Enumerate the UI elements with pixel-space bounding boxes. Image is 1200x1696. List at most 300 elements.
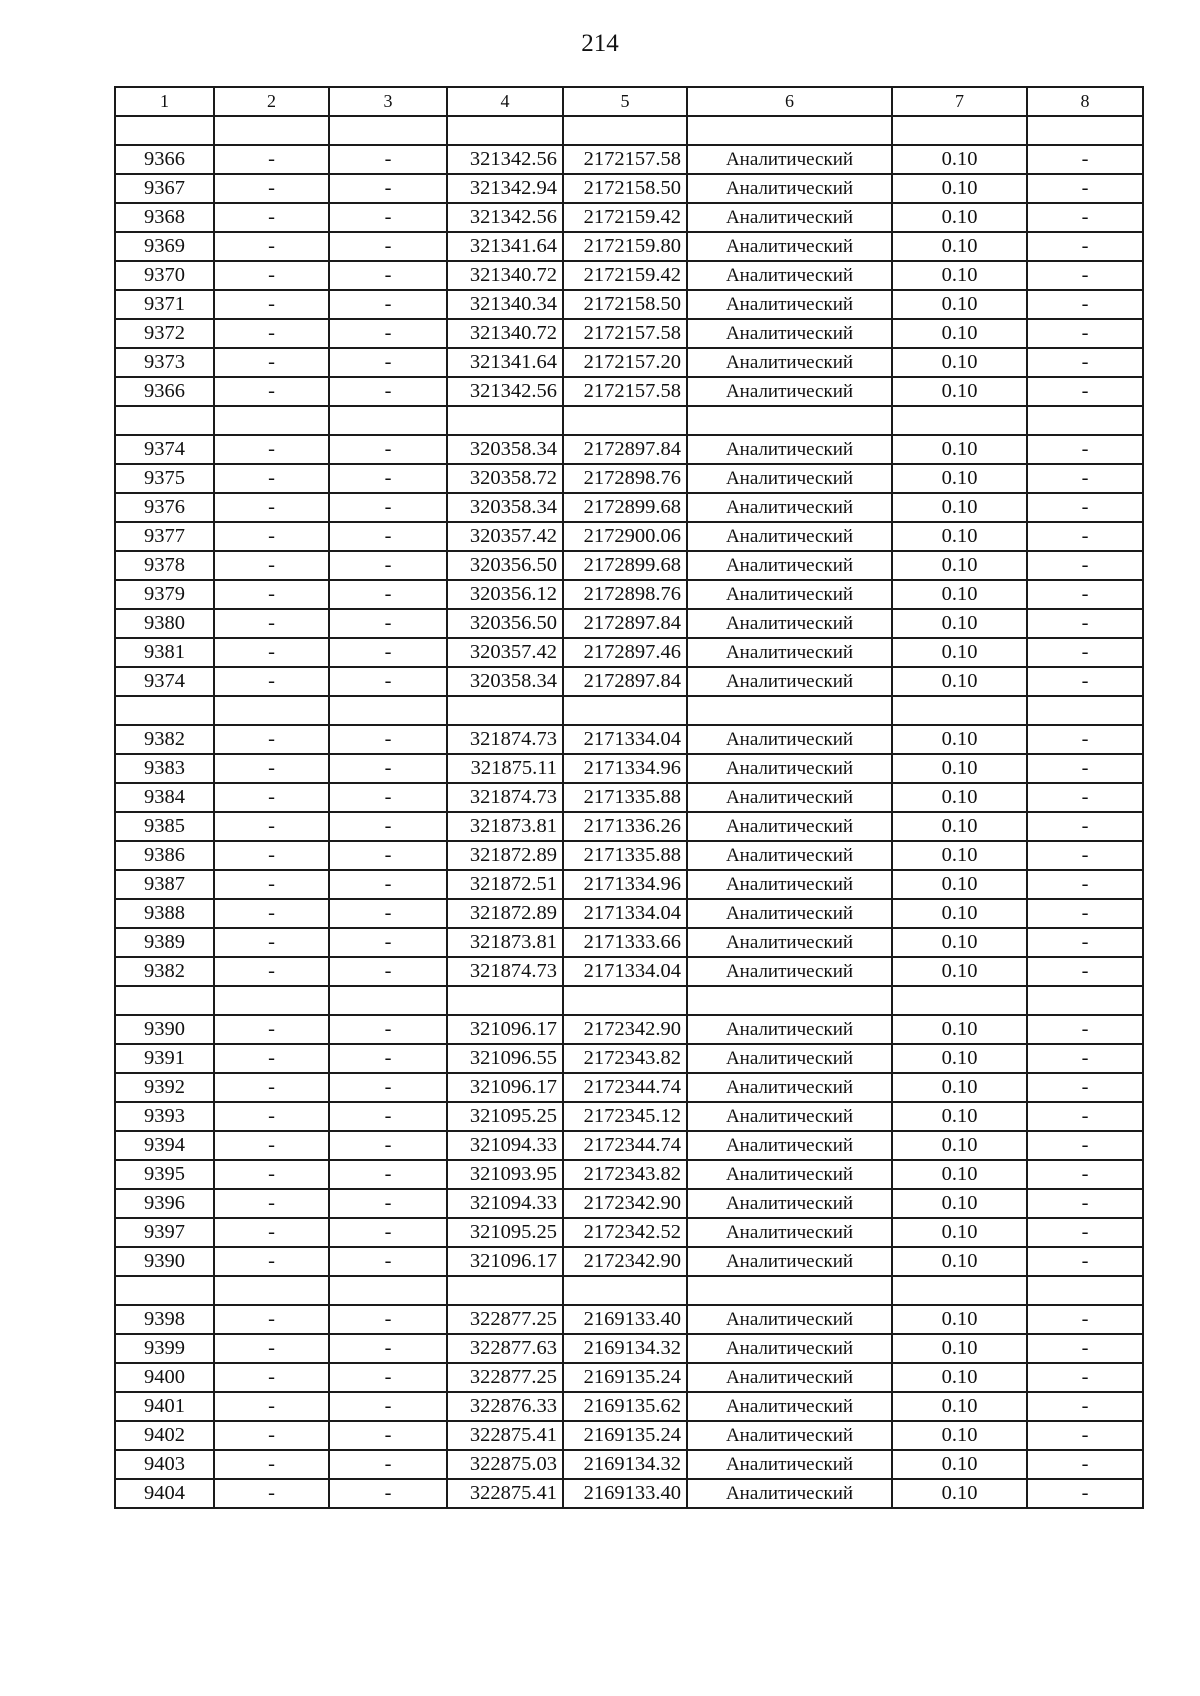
column-3-cell: -: [329, 638, 447, 667]
y-coordinate-cell: 2172342.90: [563, 1247, 687, 1276]
accuracy-cell: 0.10: [892, 1421, 1027, 1450]
column-2-cell: -: [214, 580, 329, 609]
column-8-cell: -: [1027, 1392, 1143, 1421]
accuracy-cell: 0.10: [892, 1044, 1027, 1073]
accuracy-cell: 0.10: [892, 493, 1027, 522]
table-row: [115, 1450, 1143, 1479]
method-cell: Аналитический: [687, 1479, 892, 1508]
column-2-cell: -: [214, 348, 329, 377]
column-8-cell: -: [1027, 1015, 1143, 1044]
method-cell: Аналитический: [687, 725, 892, 754]
column-header: 3: [329, 87, 447, 116]
table-row: [115, 1044, 1143, 1073]
table-row: [115, 290, 1143, 319]
column-2-cell: -: [214, 1479, 329, 1508]
table-row: [115, 1131, 1143, 1160]
accuracy-cell: 0.10: [892, 638, 1027, 667]
point-number-cell: 9393: [115, 1102, 214, 1131]
point-number-cell: 9367: [115, 174, 214, 203]
accuracy-cell: 0.10: [892, 841, 1027, 870]
accuracy-cell: 0.10: [892, 435, 1027, 464]
column-2-cell: -: [214, 290, 329, 319]
point-number-cell: 9391: [115, 1044, 214, 1073]
column-2-cell: -: [214, 609, 329, 638]
column-3-cell: -: [329, 435, 447, 464]
column-2-cell: -: [214, 667, 329, 696]
table-row: [115, 725, 1143, 754]
y-coordinate-cell: 2172157.58: [563, 145, 687, 174]
column-3-cell: -: [329, 203, 447, 232]
table-row: [115, 870, 1143, 899]
column-8-cell: -: [1027, 232, 1143, 261]
accuracy-cell: 0.10: [892, 145, 1027, 174]
blank-separator-row: [115, 1276, 1143, 1305]
method-cell: Аналитический: [687, 145, 892, 174]
column-3-cell: -: [329, 841, 447, 870]
accuracy-cell: 0.10: [892, 174, 1027, 203]
y-coordinate-cell: 2169134.32: [563, 1450, 687, 1479]
y-coordinate-cell: 2172345.12: [563, 1102, 687, 1131]
y-coordinate-cell: 2171334.96: [563, 870, 687, 899]
point-number-cell: 9385: [115, 812, 214, 841]
column-2-cell: -: [214, 319, 329, 348]
x-coordinate-cell: 321095.25: [447, 1102, 563, 1131]
blank-cell: [563, 406, 687, 435]
column-8-cell: -: [1027, 1363, 1143, 1392]
blank-cell: [892, 696, 1027, 725]
column-3-cell: -: [329, 290, 447, 319]
accuracy-cell: 0.10: [892, 1363, 1027, 1392]
method-cell: Аналитический: [687, 1102, 892, 1131]
point-number-cell: 9366: [115, 145, 214, 174]
column-8-cell: -: [1027, 754, 1143, 783]
column-3-cell: -: [329, 319, 447, 348]
y-coordinate-cell: 2172159.80: [563, 232, 687, 261]
accuracy-cell: 0.10: [892, 928, 1027, 957]
method-cell: Аналитический: [687, 638, 892, 667]
x-coordinate-cell: 320356.50: [447, 551, 563, 580]
column-header: 5: [563, 87, 687, 116]
method-cell: Аналитический: [687, 377, 892, 406]
accuracy-cell: 0.10: [892, 1247, 1027, 1276]
x-coordinate-cell: 322877.25: [447, 1363, 563, 1392]
accuracy-cell: 0.10: [892, 551, 1027, 580]
x-coordinate-cell: 320358.72: [447, 464, 563, 493]
column-3-cell: -: [329, 348, 447, 377]
point-number-cell: 9381: [115, 638, 214, 667]
blank-cell: [563, 1276, 687, 1305]
blank-separator-row: [115, 406, 1143, 435]
table-row: [115, 319, 1143, 348]
column-8-cell: -: [1027, 1450, 1143, 1479]
column-2-cell: -: [214, 232, 329, 261]
column-3-cell: -: [329, 232, 447, 261]
table-row: [115, 1189, 1143, 1218]
x-coordinate-cell: 321096.55: [447, 1044, 563, 1073]
point-number-cell: 9375: [115, 464, 214, 493]
point-number-cell: 9395: [115, 1160, 214, 1189]
table-row: [115, 348, 1143, 377]
blank-cell: [892, 116, 1027, 145]
column-3-cell: -: [329, 899, 447, 928]
table-row: [115, 1160, 1143, 1189]
column-2-cell: -: [214, 203, 329, 232]
x-coordinate-cell: 321873.81: [447, 928, 563, 957]
blank-cell: [892, 986, 1027, 1015]
table-row: [115, 1073, 1143, 1102]
point-number-cell: 9386: [115, 841, 214, 870]
method-cell: Аналитический: [687, 261, 892, 290]
y-coordinate-cell: 2169135.24: [563, 1363, 687, 1392]
column-3-cell: -: [329, 551, 447, 580]
table-row: [115, 1334, 1143, 1363]
blank-cell: [447, 986, 563, 1015]
x-coordinate-cell: 320358.34: [447, 493, 563, 522]
x-coordinate-cell: 321096.17: [447, 1247, 563, 1276]
point-number-cell: 9399: [115, 1334, 214, 1363]
accuracy-cell: 0.10: [892, 783, 1027, 812]
column-3-cell: -: [329, 783, 447, 812]
method-cell: Аналитический: [687, 1421, 892, 1450]
y-coordinate-cell: 2169135.24: [563, 1421, 687, 1450]
y-coordinate-cell: 2169133.40: [563, 1305, 687, 1334]
point-number-cell: 9397: [115, 1218, 214, 1247]
blank-cell: [892, 1276, 1027, 1305]
accuracy-cell: 0.10: [892, 725, 1027, 754]
point-number-cell: 9374: [115, 667, 214, 696]
column-8-cell: -: [1027, 1247, 1143, 1276]
column-8-cell: -: [1027, 290, 1143, 319]
point-number-cell: 9379: [115, 580, 214, 609]
column-header: 4: [447, 87, 563, 116]
blank-cell: [447, 116, 563, 145]
blank-cell: [892, 406, 1027, 435]
point-number-cell: 9376: [115, 493, 214, 522]
method-cell: Аналитический: [687, 812, 892, 841]
column-3-cell: -: [329, 1450, 447, 1479]
table-row: [115, 1015, 1143, 1044]
blank-cell: [563, 986, 687, 1015]
column-2-cell: -: [214, 841, 329, 870]
column-3-cell: -: [329, 1189, 447, 1218]
accuracy-cell: 0.10: [892, 1073, 1027, 1102]
accuracy-cell: 0.10: [892, 1392, 1027, 1421]
table-row: [115, 783, 1143, 812]
blank-cell: [687, 406, 892, 435]
column-2-cell: -: [214, 145, 329, 174]
column-8-cell: -: [1027, 377, 1143, 406]
column-3-cell: -: [329, 928, 447, 957]
accuracy-cell: 0.10: [892, 1305, 1027, 1334]
table-row: [115, 1247, 1143, 1276]
column-8-cell: -: [1027, 638, 1143, 667]
table-row: [115, 754, 1143, 783]
blank-separator-row: [115, 986, 1143, 1015]
y-coordinate-cell: 2172897.84: [563, 667, 687, 696]
column-2-cell: -: [214, 261, 329, 290]
method-cell: Аналитический: [687, 174, 892, 203]
table-row: [115, 203, 1143, 232]
blank-cell: [563, 116, 687, 145]
accuracy-cell: 0.10: [892, 522, 1027, 551]
y-coordinate-cell: 2171335.88: [563, 783, 687, 812]
method-cell: Аналитический: [687, 1189, 892, 1218]
column-8-cell: -: [1027, 1189, 1143, 1218]
y-coordinate-cell: 2172159.42: [563, 261, 687, 290]
accuracy-cell: 0.10: [892, 290, 1027, 319]
method-cell: Аналитический: [687, 1305, 892, 1334]
x-coordinate-cell: 321096.17: [447, 1015, 563, 1044]
method-cell: Аналитический: [687, 1160, 892, 1189]
column-2-cell: -: [214, 1218, 329, 1247]
column-2-cell: -: [214, 870, 329, 899]
column-3-cell: -: [329, 725, 447, 754]
column-8-cell: -: [1027, 841, 1143, 870]
column-8-cell: -: [1027, 1073, 1143, 1102]
method-cell: Аналитический: [687, 957, 892, 986]
x-coordinate-cell: 320357.42: [447, 522, 563, 551]
column-8-cell: -: [1027, 319, 1143, 348]
table-row: [115, 638, 1143, 667]
accuracy-cell: 0.10: [892, 1015, 1027, 1044]
accuracy-cell: 0.10: [892, 319, 1027, 348]
accuracy-cell: 0.10: [892, 667, 1027, 696]
column-2-cell: -: [214, 551, 329, 580]
table-row: [115, 145, 1143, 174]
x-coordinate-cell: 321340.34: [447, 290, 563, 319]
x-coordinate-cell: 321342.94: [447, 174, 563, 203]
y-coordinate-cell: 2172899.68: [563, 493, 687, 522]
blank-cell: [1027, 986, 1143, 1015]
column-2-cell: -: [214, 1102, 329, 1131]
method-cell: Аналитический: [687, 783, 892, 812]
column-2-cell: -: [214, 812, 329, 841]
x-coordinate-cell: 321093.95: [447, 1160, 563, 1189]
column-8-cell: -: [1027, 957, 1143, 986]
accuracy-cell: 0.10: [892, 1160, 1027, 1189]
x-coordinate-cell: 322875.41: [447, 1479, 563, 1508]
y-coordinate-cell: 2172343.82: [563, 1044, 687, 1073]
blank-cell: [214, 116, 329, 145]
column-8-cell: -: [1027, 783, 1143, 812]
method-cell: Аналитический: [687, 1044, 892, 1073]
point-number-cell: 9384: [115, 783, 214, 812]
x-coordinate-cell: 321342.56: [447, 203, 563, 232]
point-number-cell: 9400: [115, 1363, 214, 1392]
column-3-cell: -: [329, 1421, 447, 1450]
x-coordinate-cell: 322877.25: [447, 1305, 563, 1334]
column-8-cell: -: [1027, 203, 1143, 232]
column-3-cell: -: [329, 522, 447, 551]
blank-cell: [447, 696, 563, 725]
method-cell: Аналитический: [687, 203, 892, 232]
accuracy-cell: 0.10: [892, 348, 1027, 377]
method-cell: Аналитический: [687, 1392, 892, 1421]
table-row: [115, 1479, 1143, 1508]
y-coordinate-cell: 2172342.90: [563, 1189, 687, 1218]
column-3-cell: -: [329, 1102, 447, 1131]
x-coordinate-cell: 320356.50: [447, 609, 563, 638]
table-row: [115, 493, 1143, 522]
point-number-cell: 9403: [115, 1450, 214, 1479]
column-3-cell: -: [329, 957, 447, 986]
point-number-cell: 9389: [115, 928, 214, 957]
blank-cell: [687, 116, 892, 145]
y-coordinate-cell: 2171336.26: [563, 812, 687, 841]
point-number-cell: 9373: [115, 348, 214, 377]
y-coordinate-cell: 2172158.50: [563, 290, 687, 319]
method-cell: Аналитический: [687, 899, 892, 928]
blank-cell: [329, 406, 447, 435]
table-row: [115, 1102, 1143, 1131]
accuracy-cell: 0.10: [892, 1450, 1027, 1479]
table-row: [115, 551, 1143, 580]
column-8-cell: -: [1027, 812, 1143, 841]
column-3-cell: -: [329, 1160, 447, 1189]
y-coordinate-cell: 2172897.84: [563, 609, 687, 638]
blank-cell: [447, 406, 563, 435]
column-header: 6: [687, 87, 892, 116]
blank-cell: [115, 116, 214, 145]
table-row: [115, 667, 1143, 696]
column-3-cell: -: [329, 174, 447, 203]
column-8-cell: -: [1027, 1421, 1143, 1450]
y-coordinate-cell: 2172898.76: [563, 580, 687, 609]
table-row: [115, 1363, 1143, 1392]
column-2-cell: -: [214, 377, 329, 406]
x-coordinate-cell: 321094.33: [447, 1189, 563, 1218]
column-2-cell: -: [214, 435, 329, 464]
method-cell: Аналитический: [687, 290, 892, 319]
point-number-cell: 9394: [115, 1131, 214, 1160]
method-cell: Аналитический: [687, 319, 892, 348]
point-number-cell: 9382: [115, 725, 214, 754]
table-row: [115, 464, 1143, 493]
column-2-cell: -: [214, 928, 329, 957]
x-coordinate-cell: 322875.41: [447, 1421, 563, 1450]
accuracy-cell: 0.10: [892, 580, 1027, 609]
accuracy-cell: 0.10: [892, 1334, 1027, 1363]
y-coordinate-cell: 2169134.32: [563, 1334, 687, 1363]
column-8-cell: -: [1027, 174, 1143, 203]
method-cell: Аналитический: [687, 1218, 892, 1247]
point-number-cell: 9398: [115, 1305, 214, 1334]
point-number-cell: 9366: [115, 377, 214, 406]
column-2-cell: -: [214, 725, 329, 754]
column-8-cell: -: [1027, 1131, 1143, 1160]
table-row: [115, 261, 1143, 290]
accuracy-cell: 0.10: [892, 754, 1027, 783]
column-8-cell: -: [1027, 464, 1143, 493]
blank-cell: [329, 116, 447, 145]
y-coordinate-cell: 2169135.62: [563, 1392, 687, 1421]
accuracy-cell: 0.10: [892, 1131, 1027, 1160]
column-8-cell: -: [1027, 522, 1143, 551]
column-8-cell: -: [1027, 899, 1143, 928]
column-2-cell: -: [214, 638, 329, 667]
x-coordinate-cell: 320357.42: [447, 638, 563, 667]
point-number-cell: 9388: [115, 899, 214, 928]
column-3-cell: -: [329, 1131, 447, 1160]
y-coordinate-cell: 2171333.66: [563, 928, 687, 957]
x-coordinate-cell: 321874.73: [447, 957, 563, 986]
column-header: 7: [892, 87, 1027, 116]
column-3-cell: -: [329, 812, 447, 841]
table-row: [115, 1392, 1143, 1421]
accuracy-cell: 0.10: [892, 812, 1027, 841]
column-8-cell: -: [1027, 725, 1143, 754]
x-coordinate-cell: 321872.89: [447, 899, 563, 928]
column-3-cell: -: [329, 1363, 447, 1392]
column-3-cell: -: [329, 1247, 447, 1276]
column-3-cell: -: [329, 464, 447, 493]
method-cell: Аналитический: [687, 1334, 892, 1363]
method-cell: Аналитический: [687, 348, 892, 377]
method-cell: Аналитический: [687, 1450, 892, 1479]
point-number-cell: 9380: [115, 609, 214, 638]
x-coordinate-cell: 321342.56: [447, 377, 563, 406]
method-cell: Аналитический: [687, 754, 892, 783]
x-coordinate-cell: 321341.64: [447, 348, 563, 377]
column-3-cell: -: [329, 261, 447, 290]
accuracy-cell: 0.10: [892, 232, 1027, 261]
y-coordinate-cell: 2172158.50: [563, 174, 687, 203]
column-3-cell: -: [329, 1044, 447, 1073]
blank-cell: [1027, 1276, 1143, 1305]
column-header: 2: [214, 87, 329, 116]
column-2-cell: -: [214, 1044, 329, 1073]
column-2-cell: -: [214, 899, 329, 928]
blank-cell: [1027, 116, 1143, 145]
method-cell: Аналитический: [687, 493, 892, 522]
table-row: [115, 899, 1143, 928]
x-coordinate-cell: 321873.81: [447, 812, 563, 841]
column-2-cell: -: [214, 1363, 329, 1392]
accuracy-cell: 0.10: [892, 377, 1027, 406]
x-coordinate-cell: 320358.34: [447, 435, 563, 464]
point-number-cell: 9368: [115, 203, 214, 232]
y-coordinate-cell: 2172157.20: [563, 348, 687, 377]
x-coordinate-cell: 321095.25: [447, 1218, 563, 1247]
column-2-cell: -: [214, 1015, 329, 1044]
table-body: [115, 116, 1143, 1508]
point-number-cell: 9372: [115, 319, 214, 348]
column-3-cell: -: [329, 1392, 447, 1421]
y-coordinate-cell: 2172344.74: [563, 1073, 687, 1102]
blank-cell: [214, 406, 329, 435]
blank-cell: [447, 1276, 563, 1305]
column-8-cell: -: [1027, 348, 1143, 377]
blank-cell: [115, 406, 214, 435]
table-row: [115, 1421, 1143, 1450]
y-coordinate-cell: 2172897.46: [563, 638, 687, 667]
column-header: 8: [1027, 87, 1143, 116]
method-cell: Аналитический: [687, 1363, 892, 1392]
blank-cell: [214, 696, 329, 725]
method-cell: Аналитический: [687, 232, 892, 261]
method-cell: Аналитический: [687, 609, 892, 638]
y-coordinate-cell: 2172897.84: [563, 435, 687, 464]
column-8-cell: -: [1027, 1334, 1143, 1363]
y-coordinate-cell: 2171335.88: [563, 841, 687, 870]
method-cell: Аналитический: [687, 522, 892, 551]
x-coordinate-cell: 321874.73: [447, 783, 563, 812]
page-number: 214: [581, 30, 619, 57]
accuracy-cell: 0.10: [892, 609, 1027, 638]
column-8-cell: -: [1027, 493, 1143, 522]
method-cell: Аналитический: [687, 870, 892, 899]
point-number-cell: 9390: [115, 1247, 214, 1276]
